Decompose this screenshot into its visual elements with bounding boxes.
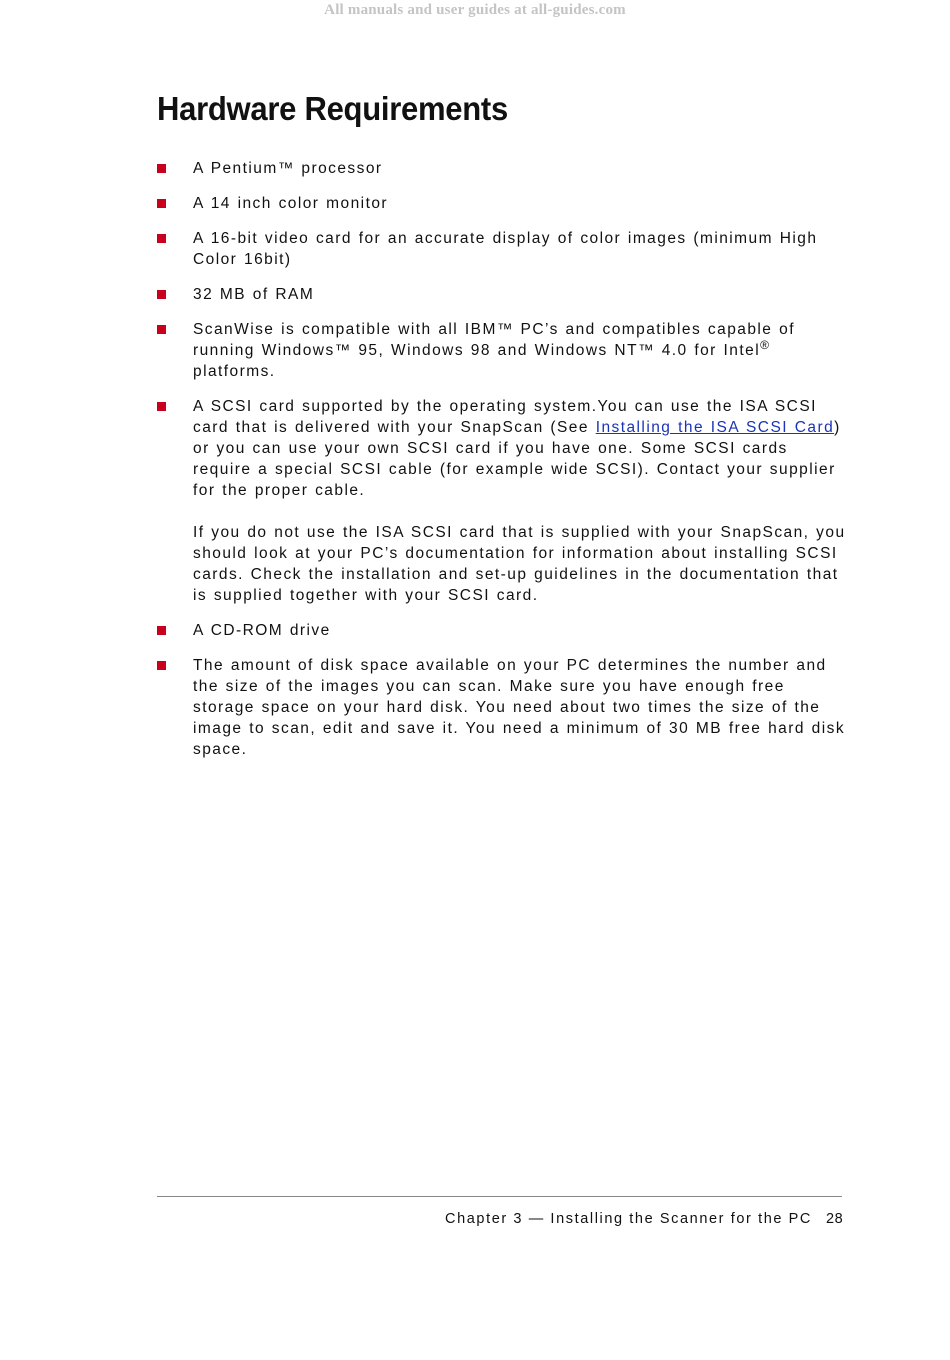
square-bullet-icon [157, 626, 166, 635]
list-item-text: A 14 inch color monitor [193, 195, 389, 212]
page-number: 28 [826, 1211, 844, 1227]
list-item [157, 655, 847, 760]
list-item-text: A SCSI card supported by the operating system.You can use the ISA SCSI card that is delivered with your SnapScan (See [193, 398, 817, 436]
list-item [157, 228, 847, 270]
list-item-text: 32 MB of RAM [193, 286, 315, 303]
list-item-text: A CD-ROM drive [193, 622, 331, 639]
list-item-text-continued: ) or you can use your own SCSI card if you have one. Some SCSI cards require a special SCSI cable (for example wide SCSI). Contact your supplier for the proper cable. [193, 419, 841, 499]
square-bullet-icon [157, 164, 166, 173]
list-item-second-paragraph: If you do not use the ISA SCSI card that is supplied with your SnapScan, you should look at your PC’s documentation for information about installing SCSI cards. Check the installation and set-up guidelines in the documentation that is supplied together with your SCSI card. [193, 524, 846, 604]
footer-divider [157, 1196, 842, 1197]
list-item-text: ScanWise is compatible with all IBM™ PC’s and compatibles capable of running Windows™ 95, Windows 98 and Windows NT™ 4.0 for Intel [193, 321, 795, 359]
square-bullet-icon [157, 234, 166, 243]
list-item-text-tail: platforms. [193, 363, 276, 380]
square-bullet-icon [157, 325, 166, 334]
list-item-text: A 16-bit video card for an accurate display of color images (minimum High Color 16bit) [193, 230, 818, 268]
list-item [157, 284, 847, 305]
watermark-text: All manuals and user guides at all-guides.com [324, 2, 626, 18]
list-item-text: A Pentium™ processor [193, 160, 383, 177]
installing-isa-scsi-card-link[interactable]: Installing the ISA SCSI Card [595, 419, 835, 436]
registered-mark: ® [760, 338, 769, 352]
list-item [157, 319, 847, 382]
list-item [157, 396, 847, 606]
page-title: Hardware Requirements [157, 90, 508, 127]
square-bullet-icon [157, 402, 166, 411]
square-bullet-icon [157, 661, 166, 670]
square-bullet-icon [157, 199, 166, 208]
list-item-text: The amount of disk space available on your PC determines the number and the size of the images you can scan. Make sure you have enough free storage space on your hard disk. You need about two times the size of the image to scan, edit and save it. You need a minimum of 30 MB free hard disk space. [193, 657, 846, 758]
square-bullet-icon [157, 290, 166, 299]
list-item [157, 193, 847, 214]
footer-chapter-title: Chapter 3 — Installing the Scanner for the PC [445, 1211, 812, 1227]
list-item [157, 620, 847, 641]
list-item [157, 158, 847, 179]
requirements-list [157, 158, 847, 774]
